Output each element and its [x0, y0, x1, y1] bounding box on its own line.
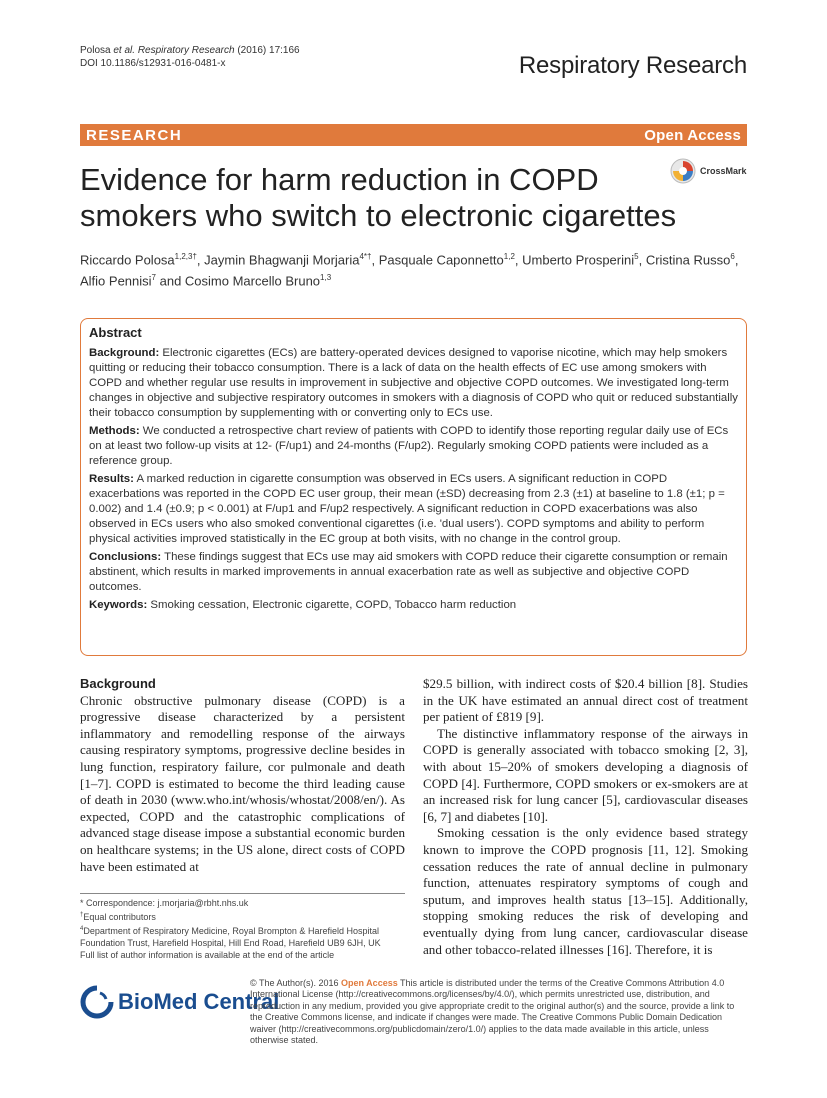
author-separator: ,: [734, 252, 739, 268]
crossmark-icon: [670, 158, 696, 184]
citation-journal: Respiratory Research: [137, 45, 235, 56]
article-title: Evidence for harm reduction in COPD smokers who switch to electronic cigarettes: [80, 162, 677, 233]
results-label: Results:: [89, 473, 134, 485]
article-type-banner: [80, 124, 747, 146]
author-separator: ,: [196, 252, 205, 268]
author-separator: ,: [638, 252, 646, 268]
crossmark-badge[interactable]: [670, 158, 747, 184]
citation-authors: Polosa: [80, 45, 114, 56]
author-affiliation-sup: 7: [151, 273, 156, 283]
abstract-heading: Abstract: [89, 325, 142, 340]
author-affiliation-sup: 4*†: [359, 252, 372, 261]
abstract-methods: [89, 424, 738, 469]
bmc-logo-text: BioMed Central: [118, 989, 280, 1014]
crossmark-label: CrossMark: [700, 166, 747, 176]
author-name[interactable]: Pasquale Caponnetto: [378, 252, 504, 268]
open-access-label: Open Access: [644, 126, 741, 144]
license-open-access: Open Access: [341, 978, 398, 988]
author-affiliation-sup: 1,3: [320, 273, 332, 283]
abstract-keywords: [89, 598, 738, 613]
author-separator: ,: [371, 252, 379, 268]
conclusions-text: These findings suggest that ECs use may aid smokers with COPD reduce their cigarette consumption or remain abstinent, which results in marked improvements in annual exacerbation rate as well as subjective and objective COPD outcomes.: [89, 551, 728, 593]
citation-header: [80, 44, 300, 70]
full-list-note: Full list of author information is available at the end of the article: [80, 950, 335, 960]
section-heading-background: Background: [80, 676, 156, 691]
equal-text: Equal contributors: [83, 912, 156, 922]
keywords-text: Smoking cessation, Electronic cigarette, COPD, Tobacco harm reduction: [147, 599, 517, 611]
equal-sup: †: [80, 912, 84, 918]
license-prefix: © The Author(s). 2016: [250, 978, 342, 988]
methods-label: Methods:: [89, 425, 140, 437]
paragraph: Smoking cessation is the only evidence based strategy known to improve the COPD prognosis [11, 12]. Smoking cessation reduces the rate of annual decline in pulmonary function, attenuates respiratory symptoms of cough and sputum, and improves health status [13–15]. Additionally, stopping smoking reduces the risk of developing and eventually dying from lung cancer, cardiovascular disease and other tobacco-related illnesses [16]. Therefore, it is: [423, 825, 748, 957]
author-affiliation-sup: 5: [634, 252, 639, 261]
background-label: Background:: [89, 347, 160, 359]
bmc-logo-icon: [80, 985, 114, 1019]
results-text: A marked reduction in cigarette consumption was observed in ECs users. A significant reduction in COPD exacerbations was reported in the COPD EC user group, their mean (±SD) decreasing from 2.3 (±1) at baseline to 1.8 (±1; p = 0.002) and 1.4 (±0.9; p < 0.001) at F/up1 and F/up2 respectively. A significant reduction in COPD exacerbations was also observed in ECs users who also smoked conventional cigarettes (i.e. 'dual users'). COPD symptoms and ability to perform physical activities improved statistically in the EC group at both visits, with no change in the control group.: [89, 473, 725, 545]
author-affiliation-sup: 6: [730, 252, 735, 261]
article-type-label: RESEARCH: [86, 126, 183, 144]
doi: DOI 10.1186/s12931-016-0481-x: [80, 58, 226, 69]
author-name[interactable]: Cosimo Marcello Bruno: [184, 273, 321, 289]
author-affiliation-sup: 1,2: [503, 252, 515, 261]
abstract-conclusions: [89, 550, 738, 595]
citation-volume: (2016) 17:166: [234, 45, 300, 56]
author-name[interactable]: Umberto Prosperini: [522, 252, 635, 268]
background-text: Electronic cigarettes (ECs) are battery-operated devices designed to vaporise nicotine, which may help smokers quitting or reducing their tobacco consumption. There is a lack of data on the health effects of EC use among smokers with COPD and whether regular use results in improvement in subjective and objective COPD outcomes. We investigated long-term changes in objective and subjective respiratory outcomes in smokers with a diagnosis of COPD who quit or reduced substantially their tobacco consumption by supplementing with or converting only to ECs use.: [89, 347, 738, 419]
license-text: This article is distributed under the terms of the Creative Commons Attribution 4.0 International License (http://creativecommons.org/licenses/by/4.0/), which permits unrestricted use, distribution, and reproduction in any medium, provided you give appropriate credit to the original author(s) and the source, provide a link to the Creative Commons license, and indicate if changes were made. The Creative Commons Public Domain Dedication waiver (http://creativecommons.org/publicdomain/zero/1.0/) applies to the data made available in this article, unless otherwise stated.: [250, 978, 735, 1046]
affiliation-note: [80, 923, 410, 949]
author-separator: ,: [514, 252, 523, 268]
footnote-divider: [80, 893, 405, 894]
affil-text: Department of Respiratory Medicine, Royal Brompton & Harefield Hospital Foundation Trust, Harefield Hospital, Hill End Road, Harefield UB9 6JH, UK: [80, 926, 381, 948]
methods-text: We conducted a retrospective chart review of patients with COPD to identify those reporting regular daily use of ECs on at least two follow-up visits at 12- (F/up1) and 24-months (F/up2). Regularly smoking COPD patients were included as a reference group.: [89, 425, 729, 467]
keywords-label: Keywords:: [89, 599, 148, 611]
body-column-left: [80, 676, 405, 875]
journal-name: Respiratory Research: [518, 52, 747, 79]
author-name[interactable]: Alfio Pennisi: [80, 273, 152, 289]
body-column-right: [423, 676, 748, 958]
author-affiliation-sup: 1,2,3†: [174, 252, 197, 261]
abstract-box: [80, 318, 747, 656]
affil-sup: 4: [80, 926, 84, 932]
paragraph: The distinctive inflammatory response of the airways in COPD is generally associated with tobacco smoking [2, 3], with about 15–20% of smokers developing a diagnosis of COPD [4]. Furthermore, COPD smokers or ex-smokers are at an increased risk for lung cancer [5], cardiovascular diseases [6, 7] and diabetes [10].: [423, 725, 748, 824]
license-statement: [250, 978, 747, 1046]
conclusions-label: Conclusions:: [89, 551, 162, 563]
abstract-results: [89, 472, 738, 547]
footnotes: [80, 897, 410, 961]
correspondence-note: * Correspondence: j.morjaria@rbht.nhs.uk: [80, 898, 249, 908]
author-name[interactable]: Jaymin Bhagwanji Morjaria: [204, 252, 360, 268]
citation-etal: et al.: [113, 45, 136, 56]
paragraph: Chronic obstructive pulmonary disease (COPD) is a progressive disease characterized by a persistent inflammatory and remodelling response of the airways causing respiratory symptoms, progressive decline besides in lung function, respiratory failure, cor pulmonale and death [1–7]. COPD is estimated to become the third leading cause of death in 2030 (www.who.int/whosis/whostat/2008/en/). As expected, COPD and the catastrophic complications of advanced stage disease impose a substantial economic burden on healthcare systems; in the US alone, direct costs of COPD have been estimated at: [80, 692, 405, 874]
equal-contrib-note: [80, 909, 410, 923]
abstract-background: [89, 346, 738, 421]
author-name[interactable]: Cristina Russo: [645, 252, 731, 268]
author-name[interactable]: Riccardo Polosa: [80, 252, 175, 268]
paragraph: $29.5 billion, with indirect costs of $20.4 billion [8]. Studies in the UK have estimated an annual direct cost of treatment per patient of £819 [9].: [423, 676, 748, 725]
author-separator: and: [156, 273, 185, 289]
author-list: [80, 248, 750, 291]
